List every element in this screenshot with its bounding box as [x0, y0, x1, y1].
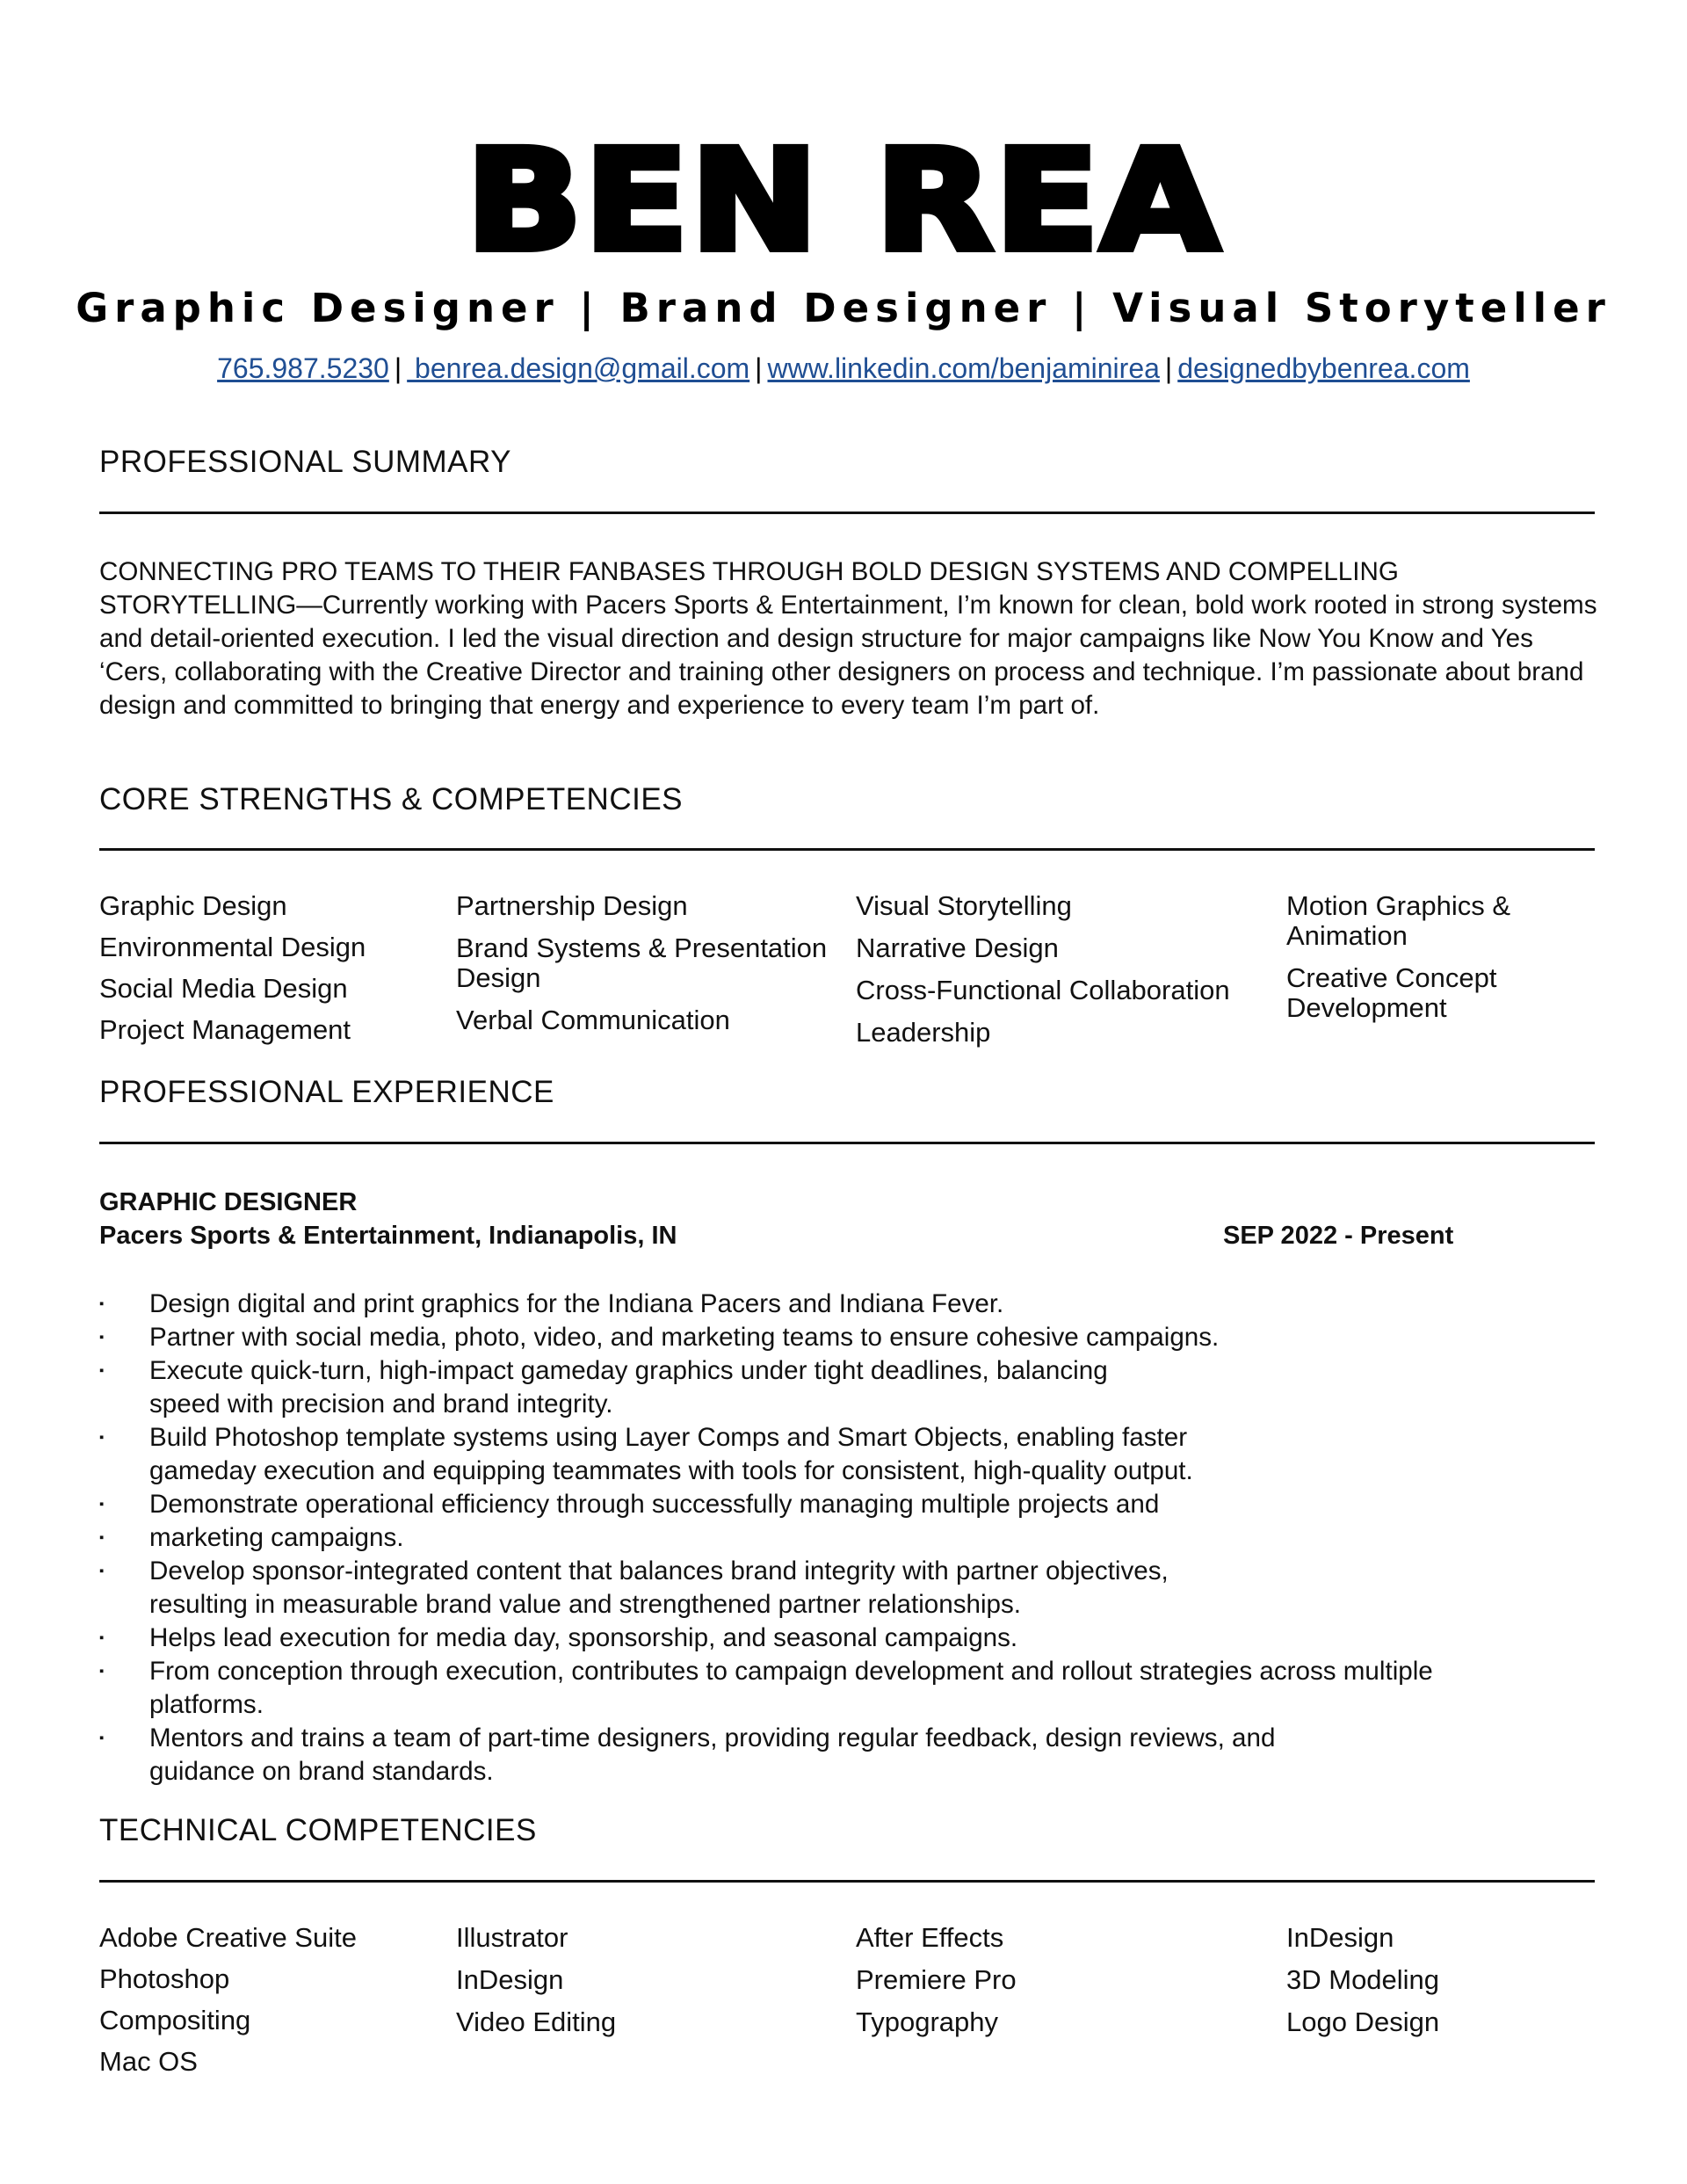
- skill-item: Compositing: [99, 2005, 251, 2035]
- competency-item: Creative Concept Development: [1286, 962, 1497, 1023]
- list-item: ▪ Partner with social media, photo, video, and marketing teams to ensure cohesive campaigns.: [99, 1321, 1470, 1354]
- job-title: GRAPHIC DESIGNER: [99, 1188, 358, 1216]
- technical-column-4: [1286, 1923, 1576, 2037]
- contact-separator: |: [1164, 352, 1173, 384]
- phone-link[interactable]: 765.987.5230: [217, 352, 389, 384]
- competency-item: Environmental Design: [99, 932, 366, 962]
- summary-text: CONNECTING PRO TEAMS TO THEIR FANBASES THROUGH BOLD DESIGN SYSTEMS AND COMPELLING STORYTELLING—Currently working with Pacers Sports & Entertainment, I’m known for clean, bold work rooted in strong systems and detail-oriented execution. I led the visual direction and design structure for major campaigns like Now You Know and Yes ‘Cers, collaborating with the Creative Director and training other designers on process and technique. I’m passionate about brand design and committed to bringing that energy and experience to every team I’m part of.: [99, 557, 1597, 720]
- list-item: ▪ Demonstrate operational efficiency through successfully managing multiple projects and: [99, 1488, 1470, 1521]
- experience-heading: PROFESSIONAL EXPERIENCE: [99, 1075, 554, 1109]
- skill-item: Video Editing: [456, 2006, 617, 2037]
- competency-item: Cross-Functional Collaboration: [856, 975, 1230, 1005]
- core-column-1: [99, 891, 433, 1045]
- section-divider: [99, 1880, 1595, 1883]
- candidate-name: BEN REA: [466, 120, 1221, 282]
- core-heading: CORE STRENGTHS & COMPETENCIES: [99, 782, 684, 816]
- technical-column-2: [456, 1923, 843, 2037]
- skill-item: Photoshop: [99, 1963, 230, 1994]
- contact-separator: |: [755, 352, 763, 384]
- skill-item: Typography: [856, 2006, 998, 2037]
- competency-item: Social Media Design: [99, 973, 348, 1004]
- skill-item: Mac OS: [99, 2046, 198, 2077]
- core-column-3: [856, 891, 1269, 1048]
- job-company: Pacers Sports & Entertainment, Indianapolis, IN: [99, 1222, 677, 1250]
- list-item: ▪ Build Photoshop template systems using Layer Comps and Smart Objects, enabling faster gameday execution and equipping teammates with tools for consistent, high-quality output.: [99, 1421, 1470, 1488]
- contact-line: [0, 352, 1687, 385]
- section-divider: [99, 848, 1595, 851]
- competency-item: Verbal Communication: [456, 1005, 730, 1035]
- list-item: ▪ Design digital and print graphics for the Indiana Pacers and Indiana Fever.: [99, 1288, 1470, 1321]
- summary-heading: PROFESSIONAL SUMMARY: [99, 445, 511, 479]
- core-column-2: [456, 891, 843, 1035]
- competency-item: Graphic Design: [99, 890, 287, 921]
- core-column-4: [1286, 891, 1576, 1023]
- skill-item: After Effects: [856, 1922, 1004, 1953]
- competency-item: Visual Storytelling: [856, 890, 1072, 921]
- competency-item: Motion Graphics & Animation: [1286, 890, 1510, 951]
- list-item: ▪ marketing campaigns.: [99, 1521, 1470, 1555]
- list-item: ▪ Execute quick-turn, high-impact gameday graphics under tight deadlines, balancing speed with precision and brand integrity.: [99, 1354, 1470, 1421]
- list-item: ▪ Mentors and trains a team of part-time designers, providing regular feedback, design reviews, and guidance on brand standards.: [99, 1722, 1470, 1789]
- skill-item: Premiere Pro: [856, 1964, 1017, 1995]
- email-link[interactable]: benrea.design@gmail.com: [407, 352, 750, 384]
- linkedin-link[interactable]: www.linkedin.com/benjaminirea: [767, 352, 1160, 384]
- list-item: ▪ From conception through execution, contributes to campaign development and rollout strategies across multiple platforms.: [99, 1655, 1470, 1722]
- skill-item: Illustrator: [456, 1922, 568, 1953]
- technical-column-3: [856, 1923, 1269, 2037]
- competency-item: Brand Systems & Presentation Design: [456, 932, 828, 993]
- job-dates: SEP 2022 - Present: [1223, 1222, 1454, 1250]
- competency-item: Partnership Design: [456, 890, 688, 921]
- section-divider: [99, 512, 1595, 514]
- competency-item: Project Management: [99, 1014, 351, 1045]
- section-divider: [99, 1142, 1595, 1144]
- website-link[interactable]: designedbybenrea.com: [1177, 352, 1470, 384]
- list-item: ▪ Helps lead execution for media day, sponsorship, and seasonal campaigns.: [99, 1622, 1470, 1655]
- contact-separator: |: [394, 352, 402, 384]
- list-item: ▪ Develop sponsor-integrated content that balances brand integrity with partner objectives, resulting in measurable brand value and strengthened partner relationships.: [99, 1555, 1470, 1622]
- skill-item: InDesign: [456, 1964, 564, 1995]
- skill-item: Adobe Creative Suite: [99, 1922, 357, 1953]
- experience-bullets: [99, 1288, 1470, 1789]
- skill-item: 3D Modeling: [1286, 1964, 1440, 1995]
- tagline: Graphic Designer | Brand Designer | Visual Storyteller: [76, 285, 1611, 331]
- competency-item: Leadership: [856, 1017, 991, 1048]
- technical-column-1: [99, 1923, 433, 2077]
- skill-item: Logo Design: [1286, 2006, 1440, 2037]
- competency-item: Narrative Design: [856, 932, 1059, 963]
- technical-heading: TECHNICAL COMPETENCIES: [99, 1813, 537, 1847]
- skill-item: InDesign: [1286, 1922, 1394, 1953]
